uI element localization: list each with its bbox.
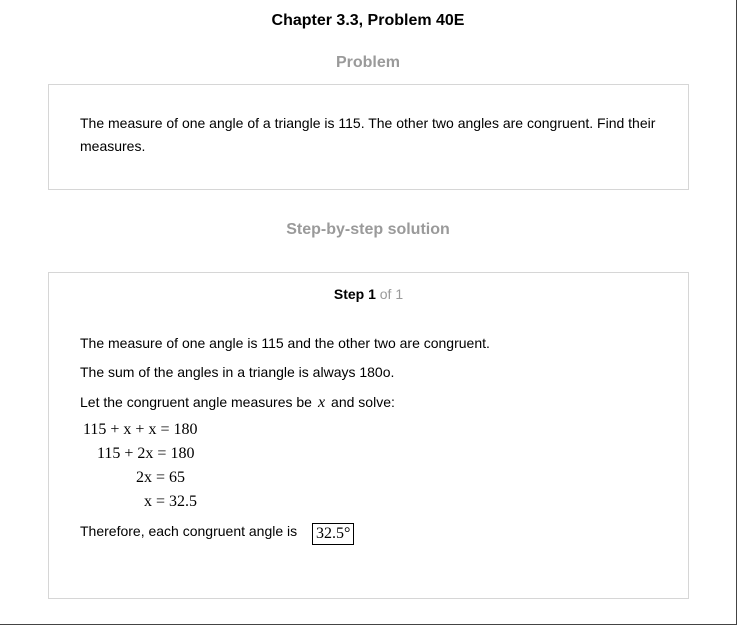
equation-4: x = 32.5 [144, 493, 198, 510]
solution-line-3 [80, 394, 395, 412]
solution-line-2: The sum of the angles in a triangle is always 180o. [80, 364, 395, 380]
solution-box [48, 272, 689, 599]
step-indicator [49, 286, 688, 302]
step-count: of 1 [379, 286, 404, 302]
answer-box: 32.5° [312, 523, 354, 545]
step-label: Step 1 [333, 286, 376, 302]
equation-2: 115 + 2x = 180 [97, 445, 195, 462]
variable-x: x [317, 394, 326, 411]
solution-heading: Step-by-step solution [286, 221, 450, 238]
line3-suffix: and solve: [331, 394, 395, 410]
chapter-title: Chapter 3.3, Problem 40E [271, 12, 465, 29]
problem-box [48, 84, 689, 190]
equation-3: 2x = 65 [136, 469, 186, 486]
problem-text: The measure of one angle of a triangle is 115. The other two angles are congruent. Find their measures. [80, 115, 656, 154]
problem-heading: Problem [335, 54, 400, 71]
equation-1: 115 + x + x = 180 [83, 421, 198, 438]
conclusion-text: Therefore, each congruent angle is [80, 523, 298, 539]
line3-prefix: Let the congruent angle measures be [80, 394, 312, 410]
solution-line-1: The measure of one angle is 115 and the other two are congruent. [80, 335, 490, 351]
